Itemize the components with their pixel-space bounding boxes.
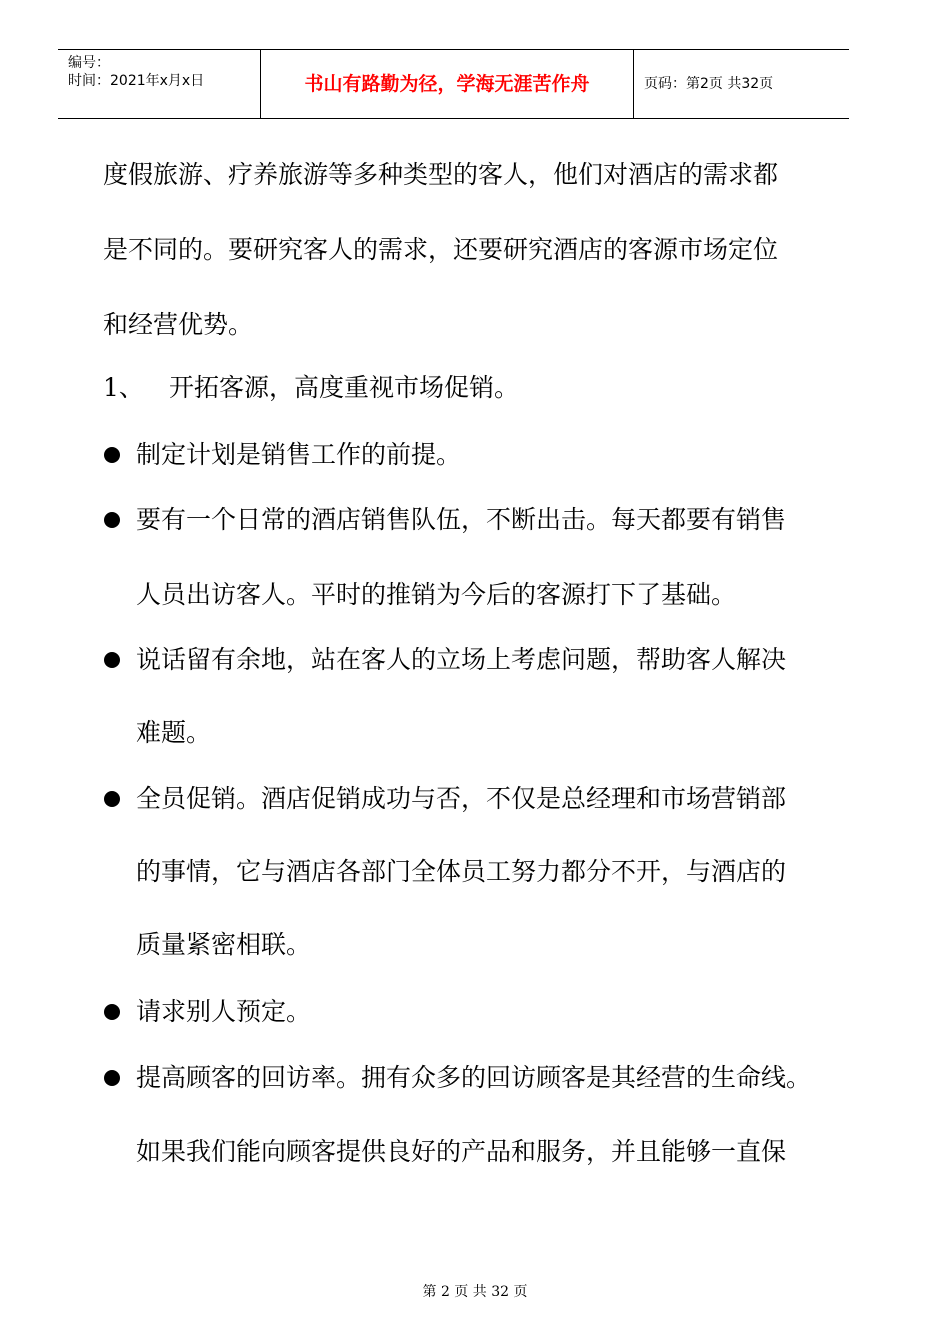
section-number: 1、 <box>103 373 144 402</box>
bullet-dot-icon <box>104 791 120 807</box>
bullet-item-line: 提高顾客的回访率。拥有众多的回访顾客是其经营的生命线。 <box>136 1063 812 1092</box>
bullet-dot-icon <box>104 512 120 528</box>
body-paragraph-line: 和经营优势。 <box>103 310 254 339</box>
bullet-item-line: 要有一个日常的酒店销售队伍，不断出击。每天都要有销售 <box>136 505 787 534</box>
bullet-dot-icon <box>104 1004 120 1020</box>
bullet-item-line: 的事情，它与酒店各部门全体员工努力都分不开，与酒店的 <box>136 857 787 886</box>
bullet-item-line: 质量紧密相联。 <box>136 930 312 959</box>
bullet-item-line: 全员促销。酒店促销成功与否，不仅是总经理和市场营销部 <box>136 784 787 813</box>
bullet-dot-icon <box>104 652 120 668</box>
bullet-dot-icon <box>104 447 120 463</box>
bullet-item-line: 请求别人预定。 <box>136 997 312 1026</box>
body-paragraph-line: 度假旅游、疗养旅游等多种类型的客人，他们对酒店的需求都 <box>103 160 779 189</box>
header-page-info: 页码：第2页 共32页 <box>644 76 774 92</box>
section-title: 开拓客源，高度重视市场促销。 <box>169 373 520 402</box>
page-footer: 第 2 页 共 32 页 <box>422 1284 528 1300</box>
body-paragraph-line: 是不同的。要研究客人的需求，还要研究酒店的客源市场定位 <box>103 235 779 264</box>
bullet-item-line: 说话留有余地，站在客人的立场上考虑问题，帮助客人解决 <box>136 645 787 674</box>
document-time-label: 时间：2021年x月x日 <box>68 73 205 89</box>
bullet-item-line: 如果我们能向顾客提供良好的产品和服务，并且能够一直保 <box>136 1137 787 1166</box>
bullet-item-line: 制定计划是销售工作的前提。 <box>136 440 462 469</box>
bullet-dot-icon <box>104 1070 120 1086</box>
header-motto: 书山有路勤为径，学海无涯苦作舟 <box>304 73 590 95</box>
section-heading <box>103 373 519 403</box>
bullet-item-line: 人员出访客人。平时的推销为今后的客源打下了基础。 <box>136 580 737 609</box>
document-number-label: 编号： <box>68 55 110 71</box>
bullet-item-line: 难题。 <box>136 718 212 747</box>
